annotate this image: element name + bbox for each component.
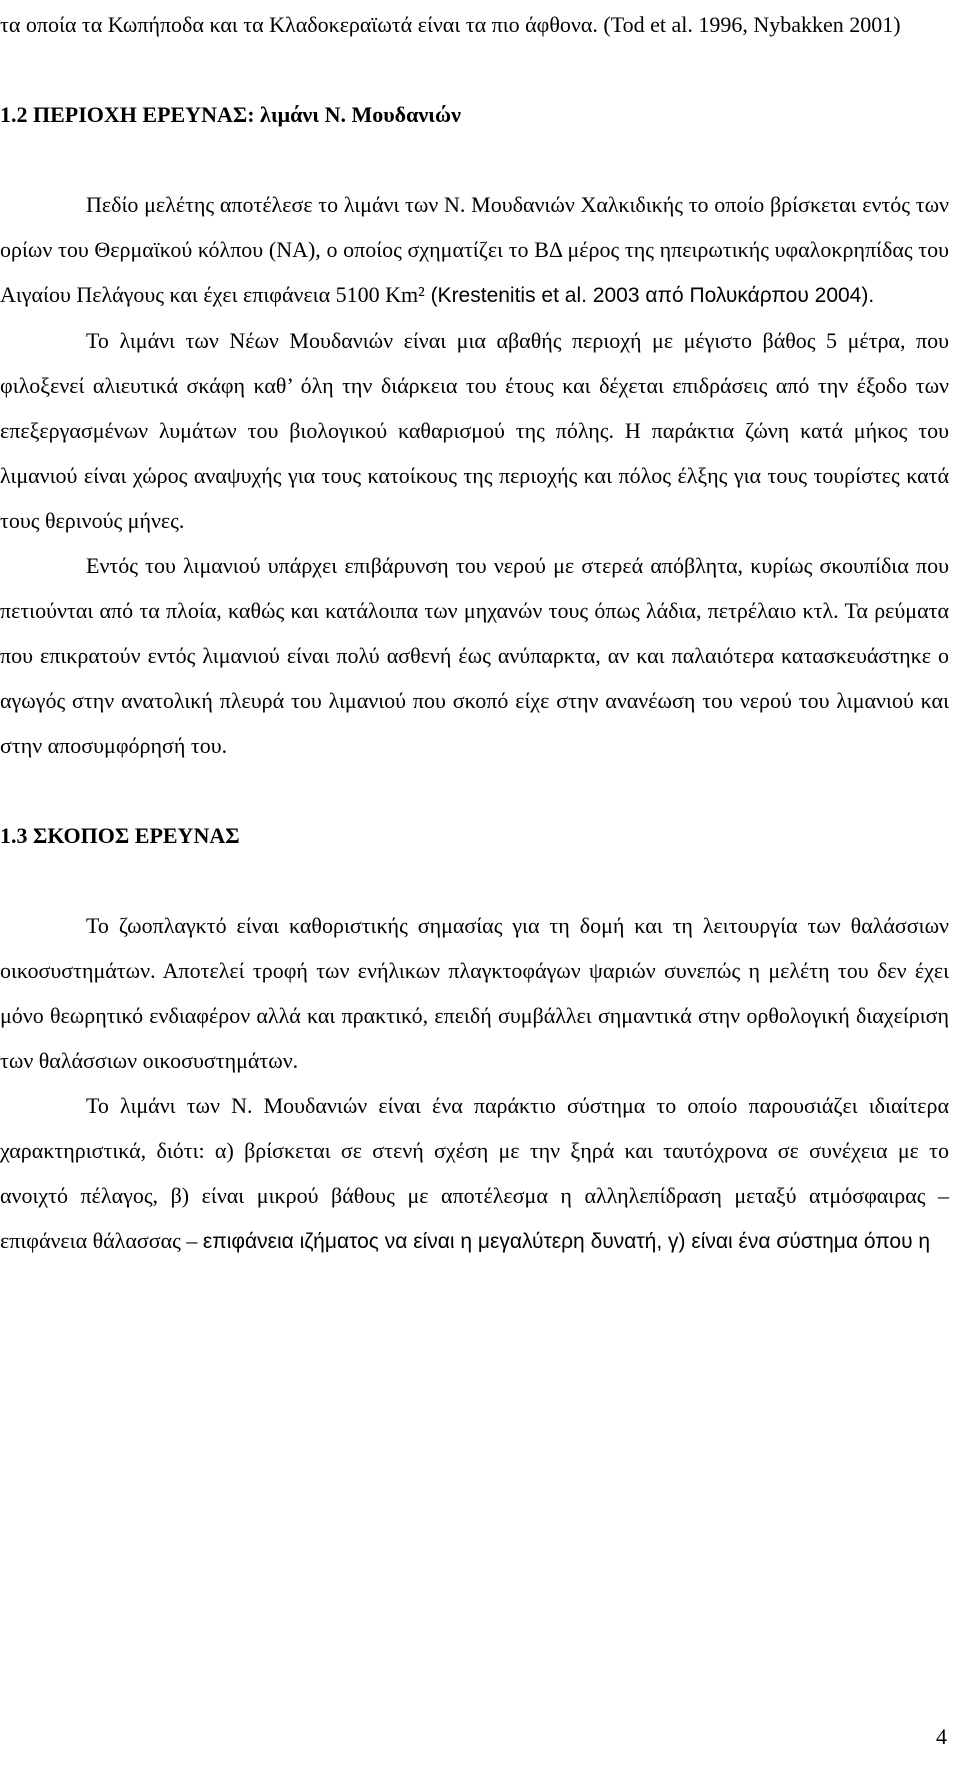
harbor-characteristics-paragraph [0,1083,949,1264]
harbor-characteristics-text: Το λιμάνι των Ν. Μουδανιών είναι ένα παράκτιο σύστημα το οποίο παρουσιάζει ιδιαίτερα χαρακτηριστικά, διότι: α) βρίσκεται σε στενή σχέση με την ξηρά και ταυτόχρονα σε συνέχεια με το ανοιχτό πέλαγος, β) είναι μικρού βάθους με αποτέλεσμα η αλληλεπίδραση μεταξύ ατμόσφαιρας – επιφάνεια θάλασσας – [0,1093,949,1253]
continuation-paragraph: τα οποία τα Κωπήποδα και τα Κλαδοκεραϊωτά είναι τα πιο άφθονα. (Tod et al. 1996, Nybakken 2001) [0,12,901,37]
study-area-paragraph [0,182,949,318]
page-content [0,2,949,1264]
study-area-text: Πεδίο μελέτης αποτέλεσε το λιμάνι των Ν. Μουδανιών Χαλκιδικής το οποίο βρίσκεται εντός των ορίων του Θερμαϊκού κόλπου (ΝΑ), ο οποίος σχηματίζει το ΒΔ μέρος της ηπειρωτικής υφαλοκρηπίδας του Αιγαίου Πελάγους και έχει επιφάνεια 5100 Km² [0,192,949,307]
harbor-description-paragraph: Το λιμάνι των Νέων Μουδανιών είναι μια αβαθής περιοχή με μέγιστο βάθος 5 μέτρα, που φιλοξενεί αλιευτικά σκάφη καθ’ όλη την διάρκεια του έτους και δέχεται επιδράσεις από την έξοδο των επεξεργασμένων λυμάτων του βιολογικού καθαρισμού της πόλης. Η παράκτια ζώνη κατά μήκος του λιμανιού είναι χώρος αναψυχής για τους κατοίκους της περιοχής και πόλος έλξης για τους τουρίστες κατά τους θερινούς μήνες. [0,328,949,533]
page-number: 4 [936,1724,947,1749]
harbor-characteristics-continuation: επιφάνεια ιζήματος να είναι η μεγαλύτερη δυνατή, γ) είναι ένα σύστημα όπου η [202,1230,931,1253]
zooplankton-importance-paragraph: Το ζωοπλαγκτό είναι καθοριστικής σημασίας για τη δομή και τη λειτουργία των θαλάσσιων οικοσυστημάτων. Αποτελεί τροφή των ενήλικων πλαγκτοφάγων ψαριών συνεπώς η μελέτη του δεν έχει μόνο θεωρητικό ενδιαφέρον αλλά και πρακτικό, επειδή συμβάλλει σημαντικά στην ορθολογική διαχείριση των θαλάσσιων οικοσυστημάτων. [0,913,949,1073]
section-heading-1-3: 1.3 ΣΚΟΠΟΣ ΕΡΕΥΝΑΣ [0,823,240,848]
section-heading-1-2: 1.2 ΠΕΡΙΟΧΗ ΕΡΕΥΝΑΣ: λιμάνι Ν. Μουδανιών [0,102,461,127]
study-area-citation: (Krestenitis et al. 2003 από Πολυκάρπου 2004). [424,284,875,307]
pollution-paragraph: Εντός του λιμανιού υπάρχει επιβάρυνση του νερού με στερεά απόβλητα, κυρίως σκουπίδια που πετιούνται από τα πλοία, καθώς και κατάλοιπα των μηχανών τους όπως λάδια, πετρέλαιο κτλ. Τα ρεύματα που επικρατούν εντός λιμανιού είναι πολύ ασθενή έως ανύπαρκτα, αν και παλαιότερα κατασκευάστηκε ο αγωγός στην ανατολική πλευρά του λιμανιού που σκοπό είχε στην ανανέωση του νερού του λιμανιού και στην αποσυμφόρησή του. [0,553,949,758]
